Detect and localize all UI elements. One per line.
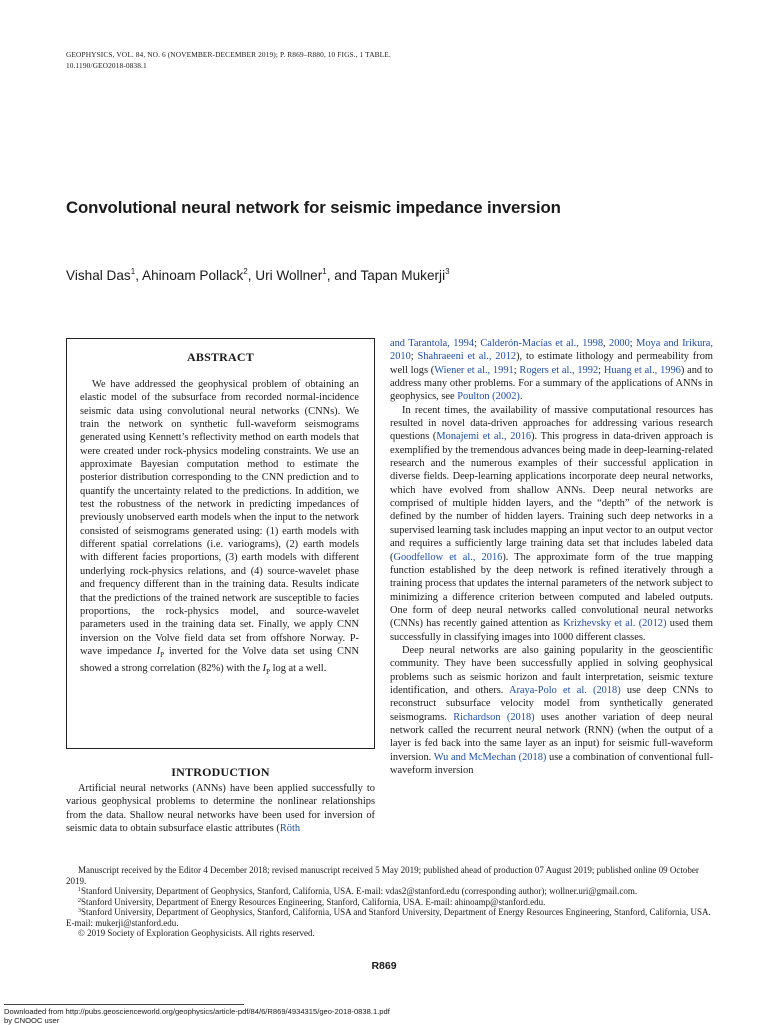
manuscript-dates: Manuscript received by the Editor 4 December 2018; revised manuscript received 5 May 2019; published ahead of production 07 August 2019; published online 09 October 2019. bbox=[66, 865, 699, 886]
citation-link[interactable]: Goodfellow et al., 2016 bbox=[393, 551, 503, 563]
author-list bbox=[66, 268, 450, 283]
citation-link[interactable]: Calderón-Macías et al., 1998 bbox=[480, 338, 604, 349]
download-divider bbox=[4, 1004, 244, 1005]
citation-link[interactable]: Moya and Irikura, 2010 bbox=[390, 338, 713, 363]
journal-citation-line: GEOPHYSICS, VOL. 84, NO. 6 (NOVEMBER-DECEMBER 2019); P. R869–R880, 10 FIGS., 1 TABLE. bbox=[66, 50, 391, 59]
author-affiliation-mark: 2 bbox=[243, 267, 248, 276]
author-name: Vishal Das bbox=[66, 268, 131, 283]
right-column-body bbox=[390, 337, 713, 777]
paragraph: Deep neural networks are also gaining popularity in the geoscientific community. They have been successfully applied in solving geophysical problems such as seismic horizon and fault interpretation, seismic texture identification, and others. Araya-Polo et al. (2018) use deep CNNs to reconstruct subsurface velocity model from synthetically generated seismograms. Richardson (2018) uses another variation of deep neural network called the recurrent neural network (RNN) (when the output of a layer is fed back into the same layer as an input) for seismic full-waveform inversion. Wu and McMechan (2018) use a combination of conventional full-waveform inversion bbox=[390, 644, 713, 776]
page-number: R869 bbox=[371, 960, 397, 972]
citation-link[interactable]: Monajemi et al., 2016 bbox=[436, 431, 532, 443]
abstract-text-part: log at a well. bbox=[270, 663, 327, 675]
author-separator: , bbox=[247, 268, 256, 283]
download-url[interactable]: Downloaded from http://pubs.geoscienceworld.org/geophysics/article-pdf/84/6/R869/4934315/geo-2018-0838.1.pdf bbox=[4, 1007, 390, 1016]
author-affiliation-mark: 1 bbox=[130, 267, 136, 276]
introduction-text bbox=[66, 782, 375, 835]
footnotes bbox=[66, 865, 716, 939]
citation-link[interactable]: Wiener et al., 1991 bbox=[434, 364, 514, 376]
introduction-heading: INTRODUCTION bbox=[171, 765, 270, 779]
citation-link[interactable]: Krizhevsky et al. (2012) bbox=[563, 618, 667, 630]
affiliation-footnote: $^3$Stanford University, Department of Geophysics, Stanford, California, USA and Stanford University, Department of Energy Resources Engineering, Stanford, California, USA. E-mail: mukerji@stanford.edu. bbox=[66, 907, 711, 928]
download-notice bbox=[4, 1007, 390, 1025]
paragraph: and Tarantola, 1994; Calderón-Macías et al., 1998, 2000; Moya and Irikura, 2010; Shahraeeni et al., 2012), to estimate lithology and permeability from well logs (Wiener et al., 1991; Rogers et al., 1992; Huang et al., 1996) and to address many other problems. For a summary of the applications of ANNs in geophysics, see Poulton (2002). bbox=[390, 338, 713, 403]
citation-link[interactable]: Poulton (2002) bbox=[457, 391, 520, 403]
abstract-text-part: inverted for the Volve data set using CNN showed a strong correlation (82%) with the bbox=[80, 645, 359, 675]
abstract-heading: ABSTRACT bbox=[187, 350, 254, 364]
affiliation-footnote: $^2$Stanford University, Department of Energy Resources Engineering, Stanford, California, USA. E-mail: ahinoamp@stanford.edu. bbox=[78, 896, 546, 907]
journal-header bbox=[66, 49, 391, 71]
download-user: by CNOOC user bbox=[4, 1016, 60, 1025]
author-affiliation-mark: 1 bbox=[322, 267, 327, 276]
author-name: Tapan Mukerji bbox=[360, 268, 446, 283]
abstract-text-part: We have addressed the geophysical problem of obtaining an elastic model of the subsurface from recorded normal-incidence seismic data using convolutional neural networks (CNNs). We train the network on synthetic full-waveform seismograms generated using Kennett’s reflectivity method on earth models that were created under rock-physics modeling constraints. We use an approximate Bayesian computation method to estimate the posterior distribution corresponding to the CNN prediction and to quantify the uncertainty related to the predictions. In addition, we test the robustness of the network in predicting impedances of previously unobserved earth models when the input to the network consisted of seismograms generated using: (1) earth models with different spatial correlations (i.e. variograms), (2) earth models with different facies proportions, (3) earth models with different underlying rock-physics relations, and (4) source-wavelet phase and frequency different than in the training data. Results indicate that the predictions of the trained network are susceptible to facies proportions, the rock-physics model, and source-wavelet parameters used in the training data set. Finally, we apply CNN inversion on the Volve field data set from offshore Norway. P-wave impedance bbox=[80, 379, 359, 657]
citation-link[interactable]: Huang et al., 1996 bbox=[603, 364, 681, 376]
citation-link[interactable]: Rogers et al., 1992 bbox=[519, 364, 599, 376]
impedance-symbol: $I_P$ bbox=[262, 663, 271, 677]
citation-link[interactable]: Wu and McMechan (2018) bbox=[433, 751, 547, 763]
affiliation-footnote: $^1$Stanford University, Department of Geophysics, Stanford, California, USA. E-mail: vdas2@stanford.edu (corresponding author); wollner.uri@gmail.com. bbox=[78, 886, 638, 896]
paper-title: Convolutional neural network for seismic impedance inversion bbox=[66, 198, 561, 217]
citation-link[interactable]: 2000 bbox=[609, 338, 630, 349]
paragraph: In recent times, the availability of massive computational resources has resulted in novel data-driven approaches for addressing various research questions (Monajemi et al., 2016). This progress in data-driven approach is exemplified by the tremendous advances being made in deep-learning-related research and the numerous examples of their successful application in diverse fields. Deep-learning applications incorporate deep neural networks, which have evolved from shallow ANNs. Deep neural networks are comprised of multiple hidden layers, and the “depth” of the network is defined by the number of hidden layers. Training such deep networks in a supervised learning task includes mapping an input vector to an output vector and requires a sufficiently large training data set that includes labeled data (Goodfellow et al., 2016). The approximate form of the true mapping function established by the deep network is refined iteratively through a training process that updates the internal parameters of the network subject to minimizing a difference criterion between computed and labeled outputs. One form of deep neural networks called convolutional neural networks (CNNs) has recently gained attention as Krizhevsky et al. (2012) used them successfully in classifying images into 1000 different classes. bbox=[390, 404, 714, 643]
author-separator: , and bbox=[326, 268, 361, 283]
doi-line: 10.1190/GEO2018-0838.1 bbox=[66, 61, 147, 70]
abstract-text bbox=[80, 378, 359, 680]
author-name: Ahinoam Pollack bbox=[142, 268, 244, 283]
citation-link[interactable]: Röth bbox=[279, 823, 301, 835]
citation-link[interactable]: and Tarantola, 1994 bbox=[390, 338, 475, 349]
citation-link[interactable]: Shahraeeni et al., 2012 bbox=[417, 351, 517, 363]
copyright-notice: © 2019 Society of Exploration Geophysicists. All rights reserved. bbox=[78, 928, 315, 938]
author-name: Uri Wollner bbox=[255, 268, 323, 283]
author-separator: , bbox=[135, 268, 142, 283]
introduction-text-part: Artificial neural networks (ANNs) have been applied successfully to various geophysical problems to determine the nonlinear relationships from the data. Shallow neural networks have been used for inversion of seismic data to obtain subsurface elastic attributes ( bbox=[66, 783, 375, 835]
citation-link[interactable]: Richardson (2018) bbox=[453, 711, 535, 723]
citation-link[interactable]: Araya-Polo et al. (2018) bbox=[508, 684, 621, 696]
author-affiliation-mark: 3 bbox=[445, 267, 450, 276]
impedance-symbol: $I_P$ bbox=[156, 645, 165, 659]
